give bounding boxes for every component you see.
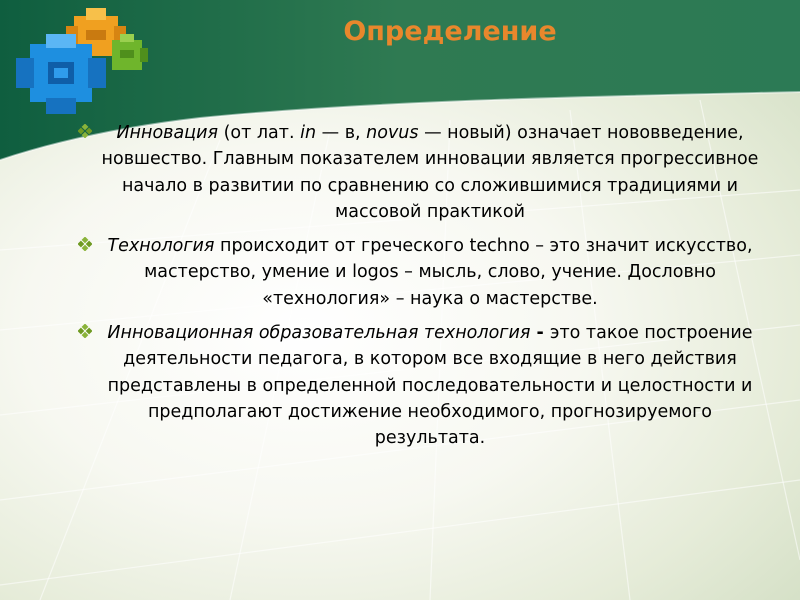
- bullet-text: — новый) означает нововведение, новшество. Главным показателем инновации является прогрессивное начало в развитии по сравнению со сложившимися традициями и массовой практикой: [101, 123, 759, 222]
- puzzle-cubes-icon: [0, 0, 170, 130]
- latin-word-in: in: [300, 123, 317, 143]
- latin-word-novus: novus: [366, 123, 419, 143]
- bullet-dash: -: [530, 323, 550, 344]
- bullet-item-innovative-edtech: [78, 320, 778, 451]
- diamond-bullet-icon: [78, 324, 92, 338]
- bullet-text: — в,: [316, 123, 367, 143]
- term-technology: Технология: [107, 236, 215, 257]
- bullet-text: происходит от греческого techno – это значит искусство, мастерство, умение и logos – мысль, слово, учение. Дословно «технология» – наука о мастерстве.: [144, 236, 753, 309]
- bullet-text: это такое построение деятельности педагога, в котором все входящие в него действия представлены в определенной последовательности и целостности и предполагают достижение необходимого, прогнозируемого результата.: [107, 323, 753, 449]
- term-innovation: Инновация: [116, 123, 218, 143]
- bullet-item-innovation: [78, 120, 778, 225]
- term-innovative-edtech: Инновационная образовательная технология: [107, 323, 531, 344]
- diamond-bullet-icon: [78, 237, 92, 251]
- bullet-text: (от лат.: [218, 123, 301, 143]
- bullet-item-technology: [78, 233, 778, 312]
- bullet-list: [78, 120, 778, 460]
- diamond-bullet-icon: [78, 124, 92, 138]
- slide-title: Определение: [343, 16, 557, 47]
